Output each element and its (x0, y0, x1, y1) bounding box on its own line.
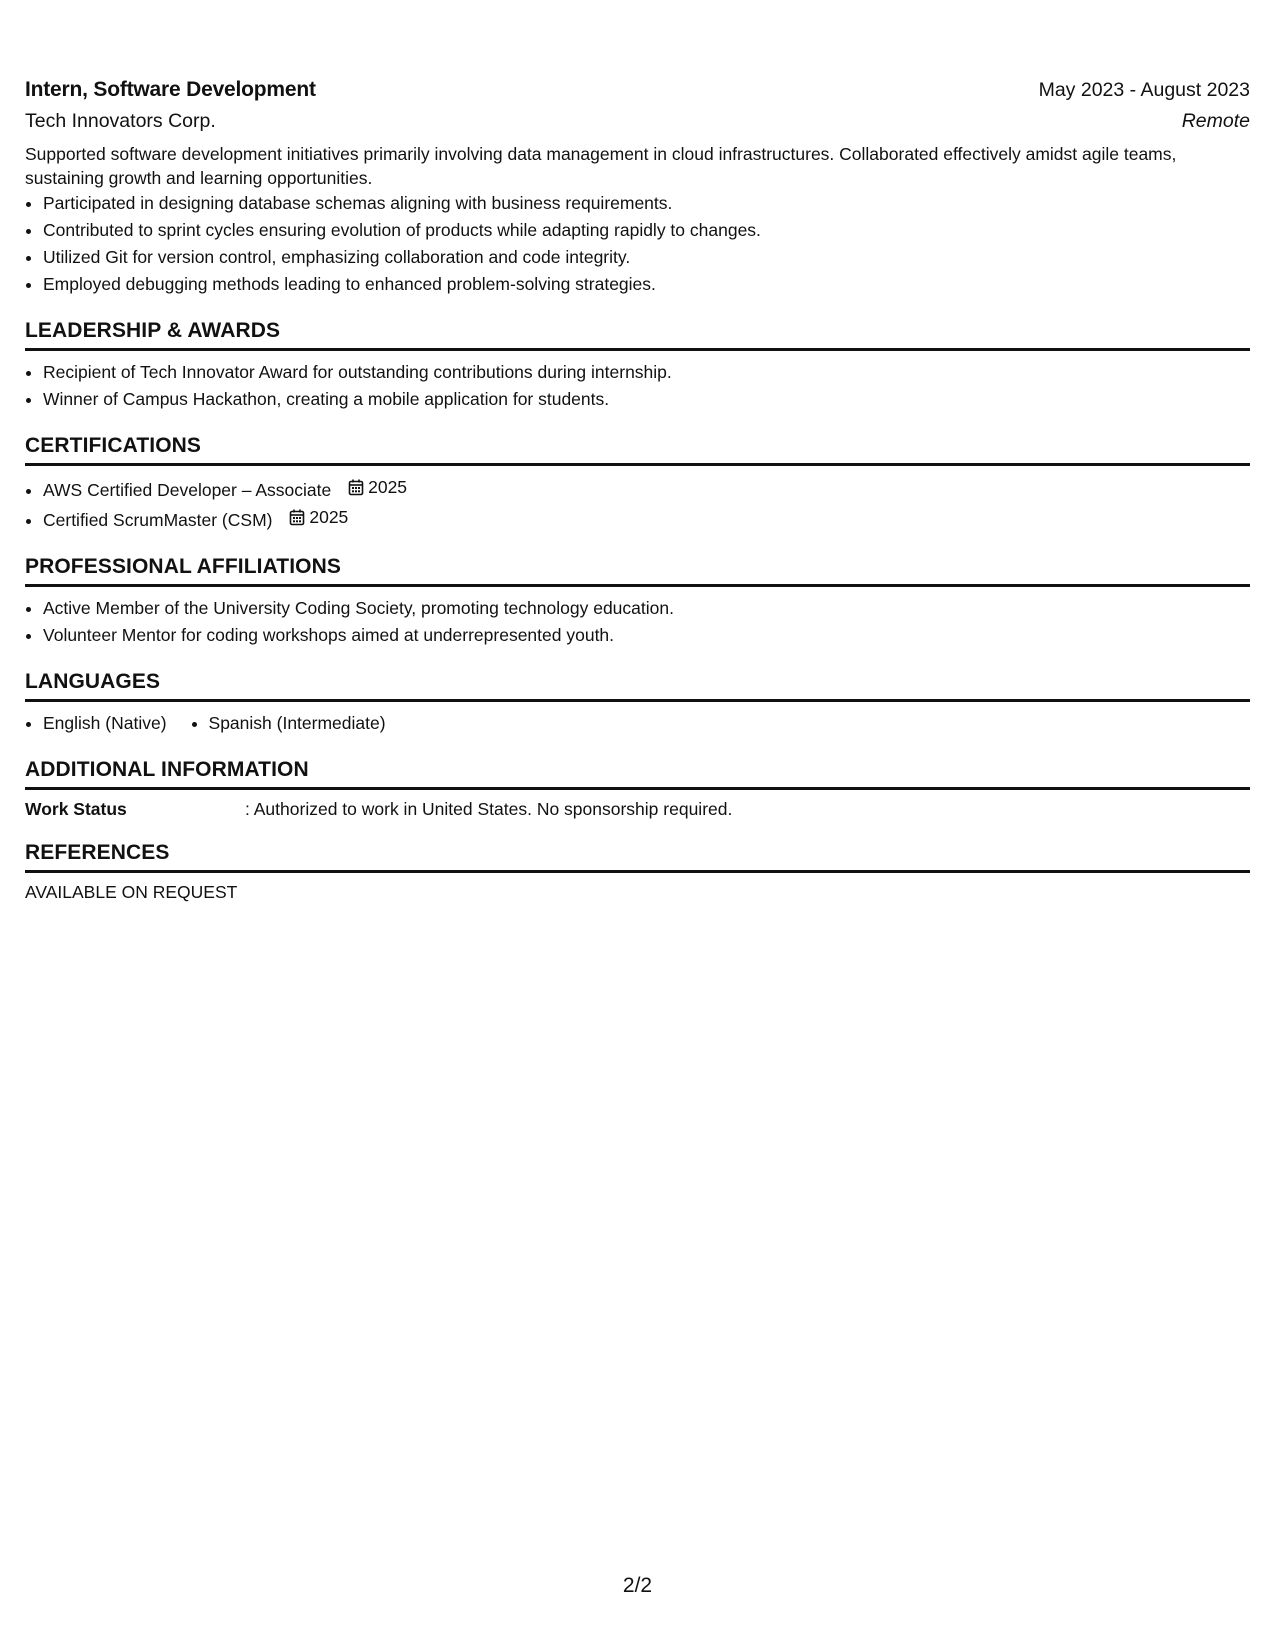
leadership-list (25, 359, 1250, 413)
certification-item (43, 474, 1250, 504)
section-languages (25, 669, 1250, 737)
calendar-icon (289, 509, 305, 526)
certification-year: 2025 (309, 507, 349, 527)
job-summary: Supported software development initiatives primarily involving data management in cloud infrastructures. Collaborated effectively amidst agile teams, sustaining growth and learning opportunities. (25, 144, 1177, 188)
affiliations-list (25, 595, 1250, 649)
references-text: AVAILABLE ON REQUEST (25, 882, 238, 902)
section-heading: LEADERSHIP & AWARDS (25, 319, 281, 342)
section-divider (25, 584, 1250, 587)
list-item: • Participated in designing database schemas aligning with business requirements. (43, 190, 1250, 217)
section-divider (25, 699, 1250, 702)
language-item: • Spanish (Intermediate) (209, 710, 386, 737)
section-heading: LANGUAGES (25, 670, 161, 693)
list-item: • Employed debugging methods leading to enhanced problem-solving strategies. (43, 271, 1250, 298)
section-divider (25, 463, 1250, 466)
list-item: • Recipient of Tech Innovator Award for outstanding contributions during internship. (43, 359, 1250, 386)
section-divider (25, 870, 1250, 873)
resume-page (25, 78, 1250, 903)
section-heading: REFERENCES (25, 841, 170, 864)
experience-entry (25, 78, 1250, 298)
job-title: Intern, Software Development (25, 78, 316, 101)
section-additional-info (25, 757, 1250, 820)
certification-item (43, 504, 1250, 534)
certifications-list (25, 474, 1250, 534)
list-item: • Contributed to sprint cycles ensuring evolution of products while adapting rapidly to changes. (43, 217, 1250, 244)
certification-name: AWS Certified Developer – Associate (43, 480, 332, 500)
job-bullets (25, 190, 1250, 298)
job-location: Remote (1181, 110, 1250, 132)
languages-list (25, 710, 1250, 737)
section-divider (25, 787, 1250, 790)
list-item: • Winner of Campus Hackathon, creating a mobile application for students. (43, 386, 1250, 413)
company-name: Tech Innovators Corp. (25, 110, 216, 132)
list-item: • Utilized Git for version control, emphasizing collaboration and code integrity. (43, 244, 1250, 271)
certification-date (289, 504, 348, 531)
job-subheader (25, 110, 1250, 133)
section-heading: PROFESSIONAL AFFILIATIONS (25, 555, 341, 578)
work-status-row (25, 798, 1250, 820)
list-item: • Active Member of the University Coding Society, promoting technology education. (43, 595, 1250, 622)
language-item: • English (Native) (43, 710, 167, 737)
section-references (25, 840, 1250, 903)
job-header (25, 78, 1250, 102)
certification-name: Certified ScrumMaster (CSM) (43, 510, 273, 530)
certification-year: 2025 (368, 477, 408, 497)
section-certifications (25, 433, 1250, 534)
calendar-icon (348, 479, 364, 496)
list-item: • Volunteer Mentor for coding workshops aimed at underrepresented youth. (43, 622, 1250, 649)
section-heading: CERTIFICATIONS (25, 434, 202, 457)
section-divider (25, 348, 1250, 351)
section-heading: ADDITIONAL INFORMATION (25, 758, 309, 781)
work-status-label: Work Status (25, 799, 127, 819)
work-status-value: : Authorized to work in United States. No sponsorship required. (245, 799, 733, 819)
section-affiliations (25, 554, 1250, 649)
page-number: 2/2 (622, 1574, 653, 1597)
section-leadership (25, 318, 1250, 413)
job-dates: May 2023 - August 2023 (1038, 79, 1250, 101)
certification-date (348, 474, 407, 501)
